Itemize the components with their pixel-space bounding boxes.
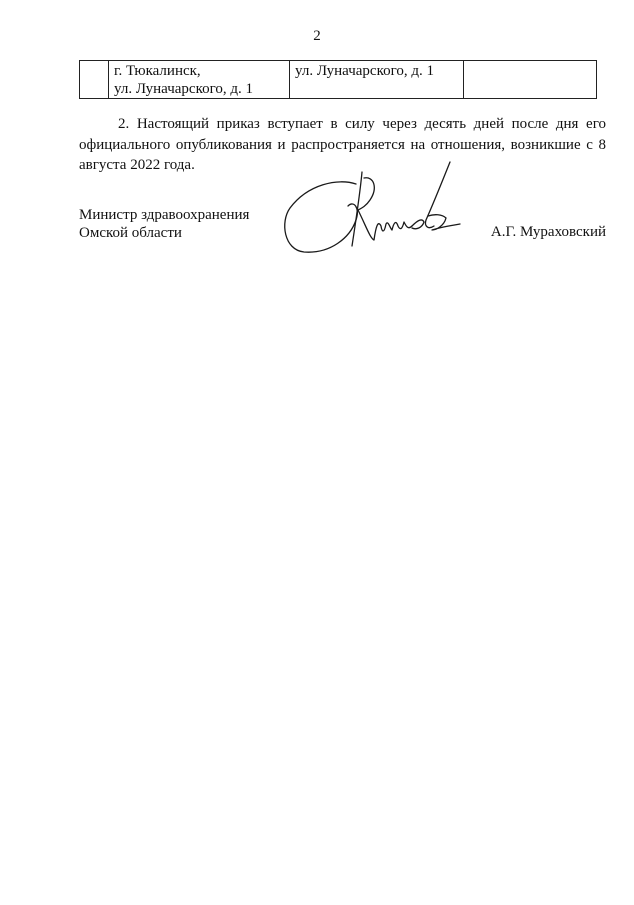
signer-position [79,206,249,242]
table-row [80,61,597,99]
table-cell-extra [464,61,597,99]
table-cell-street: ул. Луначарского, д. 1 [290,61,464,99]
addresses-table-continuation [79,60,597,99]
page-number: 2 [313,28,321,44]
signer-position-line2: Омской области [79,225,182,241]
table-cell-number [80,61,109,99]
signer-name: А.Г. Мураховский [490,224,606,240]
signer-position-line1: Министр здравоохранения [79,207,250,223]
address-line-street: ул. Луначарского, д. 1 [114,81,254,97]
address-line-city: г. Тюкалинск, [114,63,201,79]
handwritten-signature [278,160,463,260]
table-cell-address [109,61,290,99]
order-paragraph-2: 2. Настоящий приказ вступает в силу через десять дней после дня его официального опубликования и распространяется на отношения, возникшие с 8 августа 2022 года. [79,116,606,173]
